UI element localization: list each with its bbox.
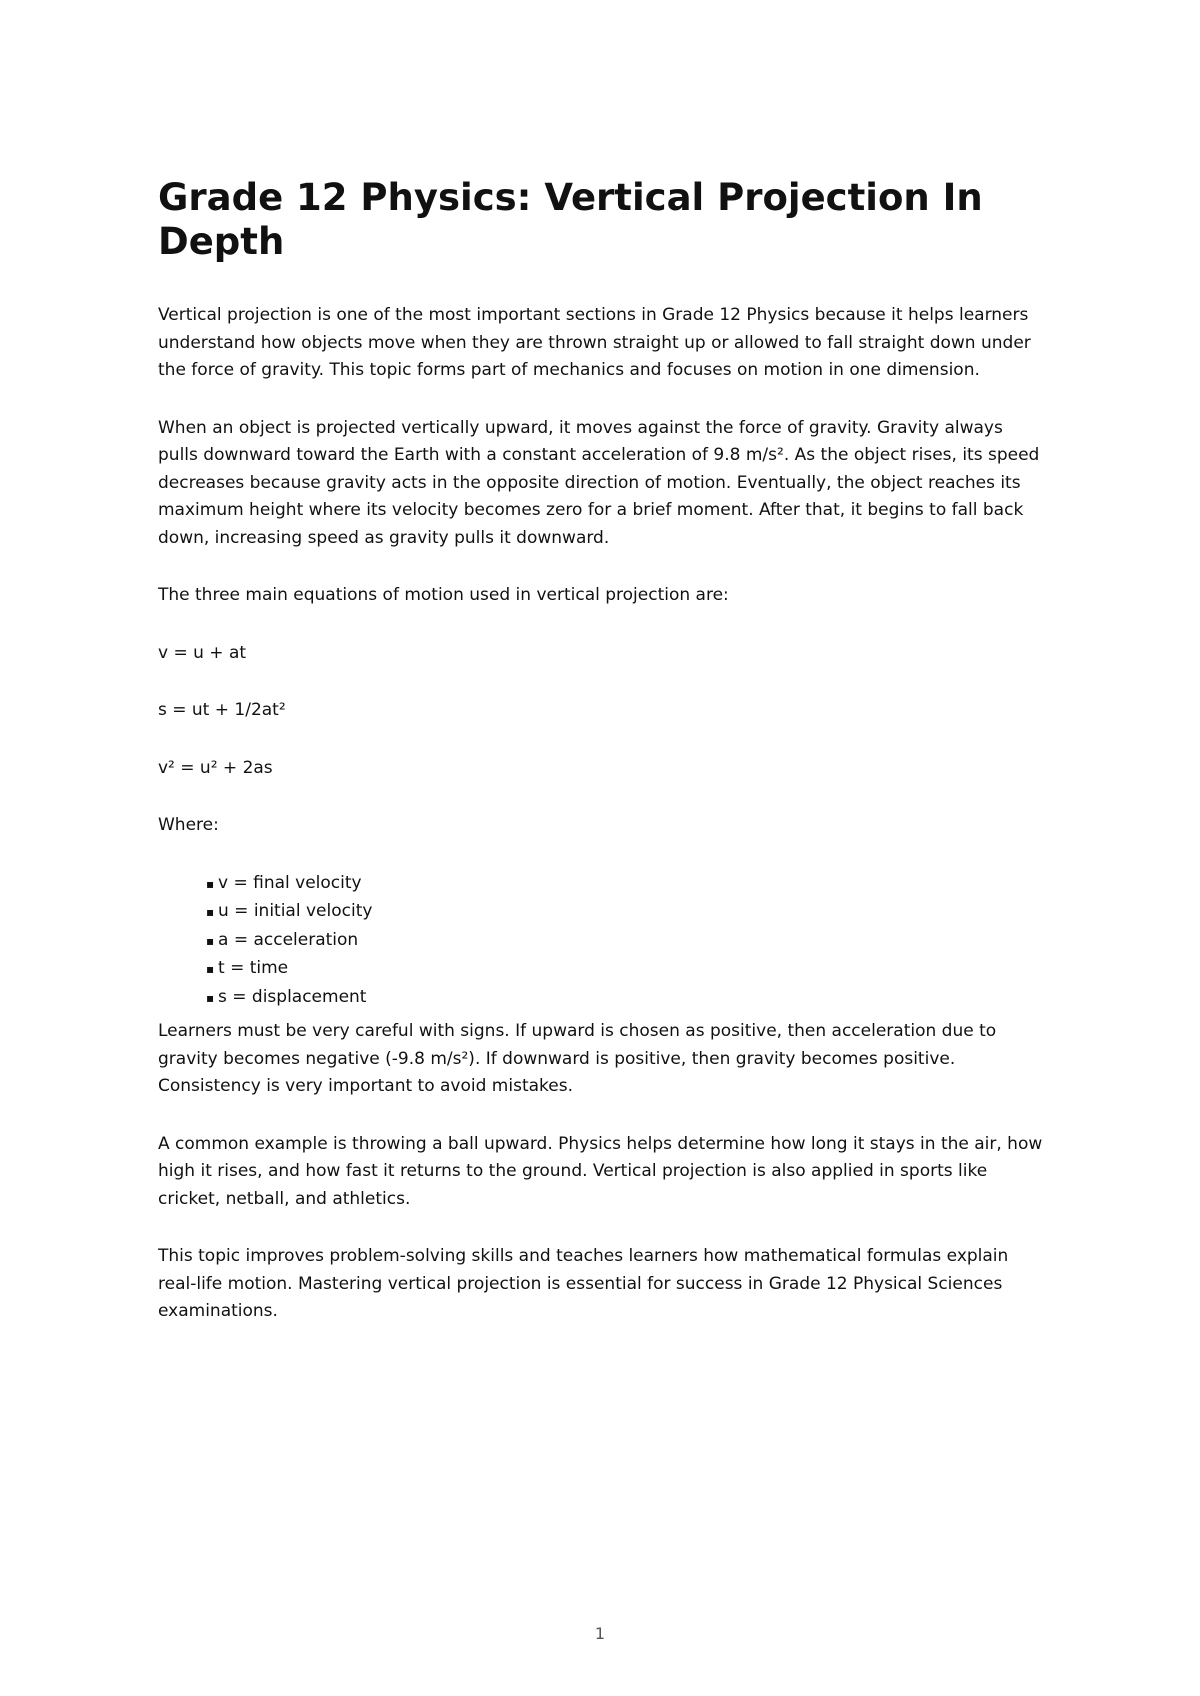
paragraph-upward: When an object is projected vertically upward, it moves against the force of gravity. Gravity always pulls downward toward the Earth with a constant acceleration of 9.8 m/s². As the object rises, its speed decreases because gravity acts in the opposite direction of motion. Eventually, the object reaches its maximum height where its velocity becomes zero for a brief moment. After that, it begins to fall back down, increasing speed as gravity pulls it downward. [158,417,1040,548]
bullet-icon: ▪ [206,962,215,976]
bullet-icon: ▪ [206,990,215,1005]
list-item: ▪ u = initial velocity [206,898,1048,927]
paragraph-intro: Vertical projection is one of the most important sections in Grade 12 Physics because it helps learners understand how objects move when they are thrown straight up or allowed to fall straight down under the force of gravity. This topic forms part of mechanics and focuses on motion in one dimension. [158,305,1031,380]
paragraph-example: A common example is throwing a ball upward. Physics helps determine how long it stays in the air, how high it rises, and how fast it returns to the ground. Vertical projection is also applied in sports like cricket, netball, and athletics. [158,1133,1043,1209]
list-item: ▪ s = displacement [206,984,1048,1013]
list-item: ▪ v = final velocity [206,870,1048,899]
equation-2: s = ut + 1/2at² [158,700,286,720]
document-title: Grade 12 Physics: Vertical Projection In Depth [158,176,983,263]
paragraph-where: Where: [158,815,219,835]
paragraph-signs: Learners must be very careful with signs. If upward is chosen as positive, then acceleration due to gravity becomes negative (-9.8 m/s²). If downward is positive, then gravity becomes positive. Consistency is very important to avoid mistakes. [158,1021,997,1096]
list-item: ▪ t = time [206,955,1048,984]
bullet-icon: ▪ [206,933,215,948]
paragraph-conclusion: This topic improves problem-solving skills and teaches learners how mathematical formulas explain real-life motion. Mastering vertical projection is essential for success in Grade 12 Physical Sciences examinations. [158,1246,1009,1321]
document-page [158,176,1048,1356]
variable-list [206,870,1048,1013]
paragraph-equations-intro: The three main equations of motion used in vertical projection are: [158,585,729,605]
page-number: 1 [594,1624,606,1643]
list-item: ▪ a = acceleration [206,927,1048,956]
equation-3: v² = u² + 2as [158,757,273,778]
equation-1: v = u + at [158,642,247,663]
bullet-icon: ▪ [206,876,215,891]
bullet-icon: ▪ [206,905,215,919]
